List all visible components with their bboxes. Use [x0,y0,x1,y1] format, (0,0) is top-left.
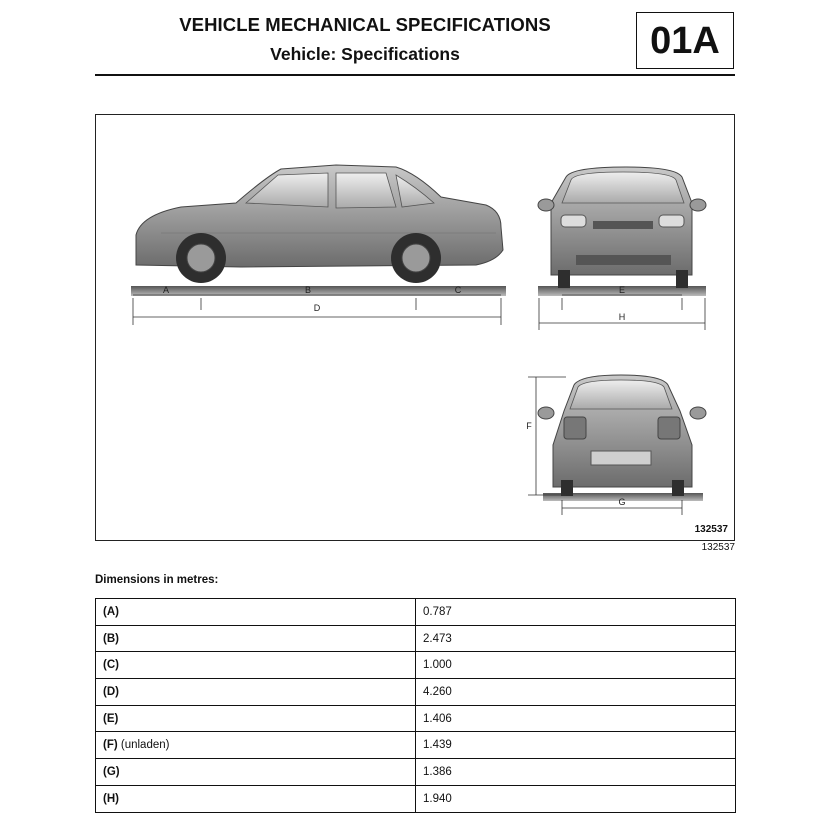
dimension-label: (C) [96,652,416,679]
dimension-label: (H) [96,785,416,812]
front-view-car [538,167,706,296]
dim-label-e: E [618,285,626,295]
dimension-label: (D) [96,679,416,706]
figure-reference-inner: 132537 [694,524,728,535]
dimensions-table [95,598,736,813]
dim-label-d: D [313,303,321,313]
dimension-value: 1.386 [416,759,736,786]
side-ground [131,286,506,296]
rear-view-car [538,375,706,501]
table-row [96,785,736,812]
vehicle-dimension-figure [95,114,735,541]
section-code: 01A [636,12,734,69]
dim-label-g: G [618,497,626,507]
table-row [96,679,736,706]
page-subtitle: Vehicle: Specifications [270,44,460,64]
dimension-value: 1.439 [416,732,736,759]
table-row [96,732,736,759]
dim-label-h: H [618,312,626,322]
table-row [96,705,736,732]
figure-reference-outer: 132537 [701,542,735,553]
dim-label-c: C [454,285,462,295]
rear-window [570,380,672,409]
dimensions-caption: Dimensions in metres: [95,574,219,586]
table-row [96,599,736,626]
dimension-label: (F) (unladen) [96,732,416,759]
vehicle-drawing [96,115,736,542]
dimension-value: 4.260 [416,679,736,706]
table-row [96,652,736,679]
side-rear-window [336,173,396,208]
dim-label-f: F [526,421,532,431]
table-row [96,625,736,652]
dimension-value: 1.940 [416,785,736,812]
dimension-label: (E) [96,705,416,732]
dimension-value: 2.473 [416,625,736,652]
dimension-value: 1.000 [416,652,736,679]
dim-label-b: B [304,285,312,295]
page-title: VEHICLE MECHANICAL SPECIFICATIONS [179,14,551,35]
dimension-value: 0.787 [416,599,736,626]
side-view-car [131,165,506,296]
dimension-value: 1.406 [416,705,736,732]
dimension-label: (A) [96,599,416,626]
table-row [96,759,736,786]
dimension-label: (G) [96,759,416,786]
dimension-label: (B) [96,625,416,652]
front-windshield [562,172,684,203]
dim-label-a: A [162,285,170,295]
header-divider [95,74,735,76]
